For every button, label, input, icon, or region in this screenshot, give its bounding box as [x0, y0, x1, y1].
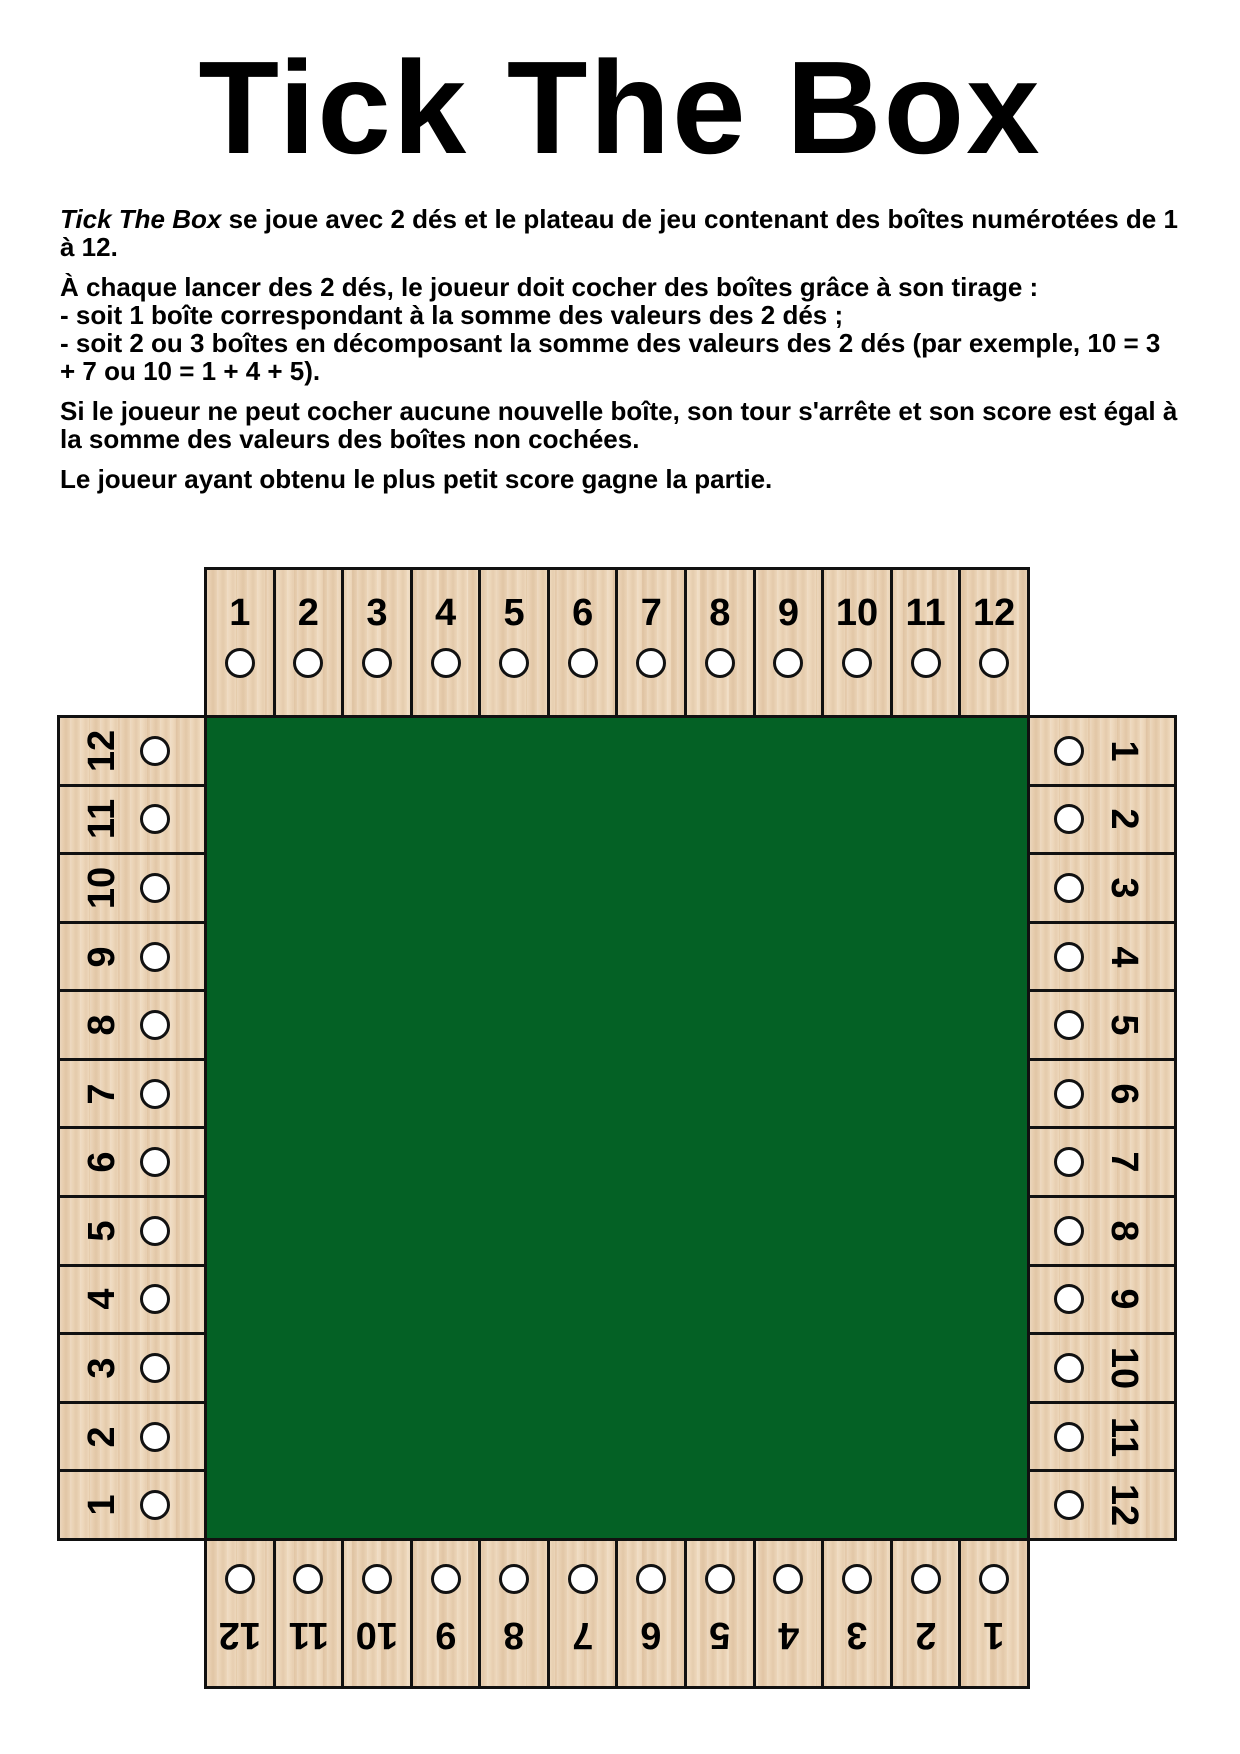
top-box-2[interactable]: [273, 570, 342, 715]
right-box-11[interactable]: [1030, 1401, 1174, 1470]
check-circle[interactable]: [636, 648, 666, 678]
check-circle[interactable]: [431, 1564, 461, 1594]
box-number: 10: [1103, 1346, 1145, 1390]
right-box-3[interactable]: [1030, 852, 1174, 921]
box-number: 6: [81, 1151, 123, 1173]
bottom-box-4[interactable]: [753, 1541, 822, 1686]
check-circle[interactable]: [1054, 1216, 1084, 1246]
box-number: 2: [81, 1426, 123, 1448]
check-circle[interactable]: [1054, 1147, 1084, 1177]
right-box-9[interactable]: [1030, 1264, 1174, 1333]
right-box-4[interactable]: [1030, 921, 1174, 990]
top-box-8[interactable]: [684, 570, 753, 715]
top-box-6[interactable]: [547, 570, 616, 715]
check-circle[interactable]: [499, 648, 529, 678]
check-circle[interactable]: [225, 1564, 255, 1594]
box-number: 8: [1103, 1220, 1145, 1242]
bottom-box-12[interactable]: [207, 1541, 273, 1686]
box-number: 8: [709, 592, 731, 634]
box-number: 10: [81, 866, 123, 910]
box-number: 11: [81, 799, 123, 840]
rules-paragraph-intro: [60, 205, 1180, 261]
box-number: 5: [81, 1220, 123, 1242]
check-circle[interactable]: [1054, 1284, 1084, 1314]
left-box-8[interactable]: [60, 989, 204, 1058]
top-box-9[interactable]: [753, 570, 822, 715]
box-number: 7: [81, 1083, 123, 1105]
box-number: 6: [640, 1614, 662, 1656]
check-circle[interactable]: [568, 648, 598, 678]
bottom-box-10[interactable]: [341, 1541, 410, 1686]
right-box-8[interactable]: [1030, 1195, 1174, 1264]
check-circle[interactable]: [705, 648, 735, 678]
check-circle[interactable]: [293, 1564, 323, 1594]
box-number: 2: [1103, 808, 1145, 830]
box-number: 2: [297, 592, 319, 634]
right-box-5[interactable]: [1030, 989, 1174, 1058]
check-circle[interactable]: [1054, 1353, 1084, 1383]
box-number: 6: [1103, 1083, 1145, 1105]
bottom-box-9[interactable]: [410, 1541, 479, 1686]
bottom-box-11[interactable]: [273, 1541, 342, 1686]
box-number: 12: [1103, 1484, 1145, 1527]
check-circle[interactable]: [362, 648, 392, 678]
box-number: 12: [218, 1614, 261, 1656]
box-number: 10: [355, 1614, 399, 1656]
left-box-2[interactable]: [60, 1401, 204, 1470]
box-number: 12: [81, 729, 123, 772]
box-number: 1: [81, 1494, 123, 1516]
check-circle[interactable]: [140, 736, 170, 766]
bottom-box-strip: [204, 1538, 1030, 1689]
left-box-6[interactable]: [60, 1126, 204, 1195]
box-number: 4: [777, 1614, 799, 1656]
box-number: 1: [1103, 740, 1145, 762]
top-box-12[interactable]: [958, 570, 1027, 715]
check-circle[interactable]: [773, 1564, 803, 1594]
rules-paragraph-winner: Le joueur ayant obtenu le plus petit score gagne la partie.: [60, 464, 773, 494]
top-box-strip: [204, 567, 1030, 718]
bottom-box-2[interactable]: [890, 1541, 959, 1686]
rules-turn-line: À chaque lancer des 2 dés, le joueur doit cocher des boîtes grâce à son tirage :: [60, 272, 1039, 302]
bottom-box-1[interactable]: [958, 1541, 1027, 1686]
check-circle[interactable]: [140, 1010, 170, 1040]
check-circle[interactable]: [842, 648, 872, 678]
check-circle[interactable]: [140, 804, 170, 834]
check-circle[interactable]: [911, 1564, 941, 1594]
left-box-3[interactable]: [60, 1332, 204, 1401]
check-circle[interactable]: [1054, 1490, 1084, 1520]
top-box-5[interactable]: [478, 570, 547, 715]
top-box-1[interactable]: [207, 570, 273, 715]
top-box-10[interactable]: [821, 570, 890, 715]
left-box-4[interactable]: [60, 1264, 204, 1333]
right-box-10[interactable]: [1030, 1332, 1174, 1401]
box-number: 9: [434, 1614, 457, 1656]
box-number: 5: [709, 1614, 731, 1656]
box-number: 8: [81, 1014, 123, 1036]
check-circle[interactable]: [362, 1564, 392, 1594]
check-circle[interactable]: [225, 648, 255, 678]
box-number: 7: [572, 1614, 594, 1656]
right-box-6[interactable]: [1030, 1058, 1174, 1127]
check-circle[interactable]: [140, 1490, 170, 1520]
right-box-1[interactable]: [1030, 718, 1174, 784]
bottom-box-3[interactable]: [821, 1541, 890, 1686]
box-number: 11: [905, 592, 946, 634]
box-number: 7: [1103, 1151, 1145, 1173]
bottom-box-8[interactable]: [478, 1541, 547, 1686]
game-name: Tick The Box: [60, 204, 222, 234]
page-title: Tick The Box: [198, 34, 1042, 181]
box-number: 3: [846, 1614, 868, 1656]
rules-intro-text: se joue avec 2 dés et le plateau de jeu contenant des boîtes numérotées de 1 à 12.: [60, 204, 1178, 262]
right-box-strip: [1027, 715, 1177, 1541]
bottom-box-7[interactable]: [547, 1541, 616, 1686]
rules-paragraph-turn: [60, 273, 1180, 385]
left-box-11[interactable]: [60, 784, 204, 853]
box-number: 9: [1103, 1288, 1145, 1310]
check-circle[interactable]: [979, 648, 1009, 678]
rules-option-two: - soit 2 ou 3 boîtes en décomposant la somme des valeurs des 2 dés (par exemple, 10 = 3 + 7 ou 10 = 1 + 4 + 5).: [60, 328, 1161, 386]
box-number: 2: [915, 1614, 937, 1656]
box-number: 1: [983, 1614, 1005, 1656]
box-number: 4: [434, 592, 457, 634]
box-number: 5: [1103, 1014, 1145, 1036]
box-number: 9: [777, 592, 799, 634]
box-number: 9: [81, 945, 123, 968]
top-box-4[interactable]: [410, 570, 479, 715]
box-number: 4: [1103, 945, 1145, 968]
rules-option-one: - soit 1 boîte correspondant à la somme des valeurs des 2 dés ;: [60, 300, 844, 330]
left-box-10[interactable]: [60, 852, 204, 921]
box-number: 10: [835, 592, 879, 634]
check-circle[interactable]: [568, 1564, 598, 1594]
check-circle[interactable]: [1054, 1079, 1084, 1109]
check-circle[interactable]: [293, 648, 323, 678]
check-circle[interactable]: [979, 1564, 1009, 1594]
box-number: 8: [503, 1614, 525, 1656]
rules-text: [60, 205, 1180, 505]
check-circle[interactable]: [499, 1564, 529, 1594]
check-circle[interactable]: [773, 648, 803, 678]
check-circle[interactable]: [1054, 1010, 1084, 1040]
check-circle[interactable]: [1054, 873, 1084, 903]
check-circle[interactable]: [140, 1284, 170, 1314]
check-circle[interactable]: [1054, 942, 1084, 972]
left-box-strip: [57, 715, 207, 1541]
right-box-12[interactable]: [1030, 1469, 1174, 1538]
bottom-box-6[interactable]: [615, 1541, 684, 1686]
box-number: 1: [229, 592, 251, 634]
left-box-9[interactable]: [60, 921, 204, 990]
box-number: 3: [366, 592, 388, 634]
box-number: 5: [503, 592, 525, 634]
check-circle[interactable]: [911, 648, 941, 678]
box-number: 11: [288, 1614, 329, 1656]
check-circle[interactable]: [140, 1079, 170, 1109]
box-number: 12: [973, 592, 1016, 634]
check-circle[interactable]: [705, 1564, 735, 1594]
check-circle[interactable]: [140, 1216, 170, 1246]
box-number: 3: [81, 1357, 123, 1379]
right-box-2[interactable]: [1030, 784, 1174, 853]
top-box-3[interactable]: [341, 570, 410, 715]
top-box-7[interactable]: [615, 570, 684, 715]
check-circle[interactable]: [140, 1147, 170, 1177]
left-box-1[interactable]: [60, 1469, 204, 1538]
check-circle[interactable]: [842, 1564, 872, 1594]
box-number: 11: [1103, 1416, 1145, 1457]
check-circle[interactable]: [140, 942, 170, 972]
check-circle[interactable]: [1054, 804, 1084, 834]
left-box-12[interactable]: [60, 718, 204, 784]
check-circle[interactable]: [1054, 736, 1084, 766]
box-number: 3: [1103, 877, 1145, 899]
left-box-7[interactable]: [60, 1058, 204, 1127]
check-circle[interactable]: [636, 1564, 666, 1594]
box-number: 4: [81, 1288, 123, 1310]
bottom-box-5[interactable]: [684, 1541, 753, 1686]
left-box-5[interactable]: [60, 1195, 204, 1264]
box-number: 7: [640, 592, 662, 634]
check-circle[interactable]: [431, 648, 461, 678]
check-circle[interactable]: [1054, 1422, 1084, 1452]
right-box-7[interactable]: [1030, 1126, 1174, 1195]
green-felt-play-area: [204, 715, 1030, 1541]
top-box-11[interactable]: [890, 570, 959, 715]
rules-paragraph-end: Si le joueur ne peut cocher aucune nouvelle boîte, son tour s'arrête et son score est égal à la somme des valeurs des boîtes non cochées.: [60, 396, 1178, 454]
check-circle[interactable]: [140, 1353, 170, 1383]
box-number: 6: [572, 592, 594, 634]
check-circle[interactable]: [140, 873, 170, 903]
check-circle[interactable]: [140, 1422, 170, 1452]
